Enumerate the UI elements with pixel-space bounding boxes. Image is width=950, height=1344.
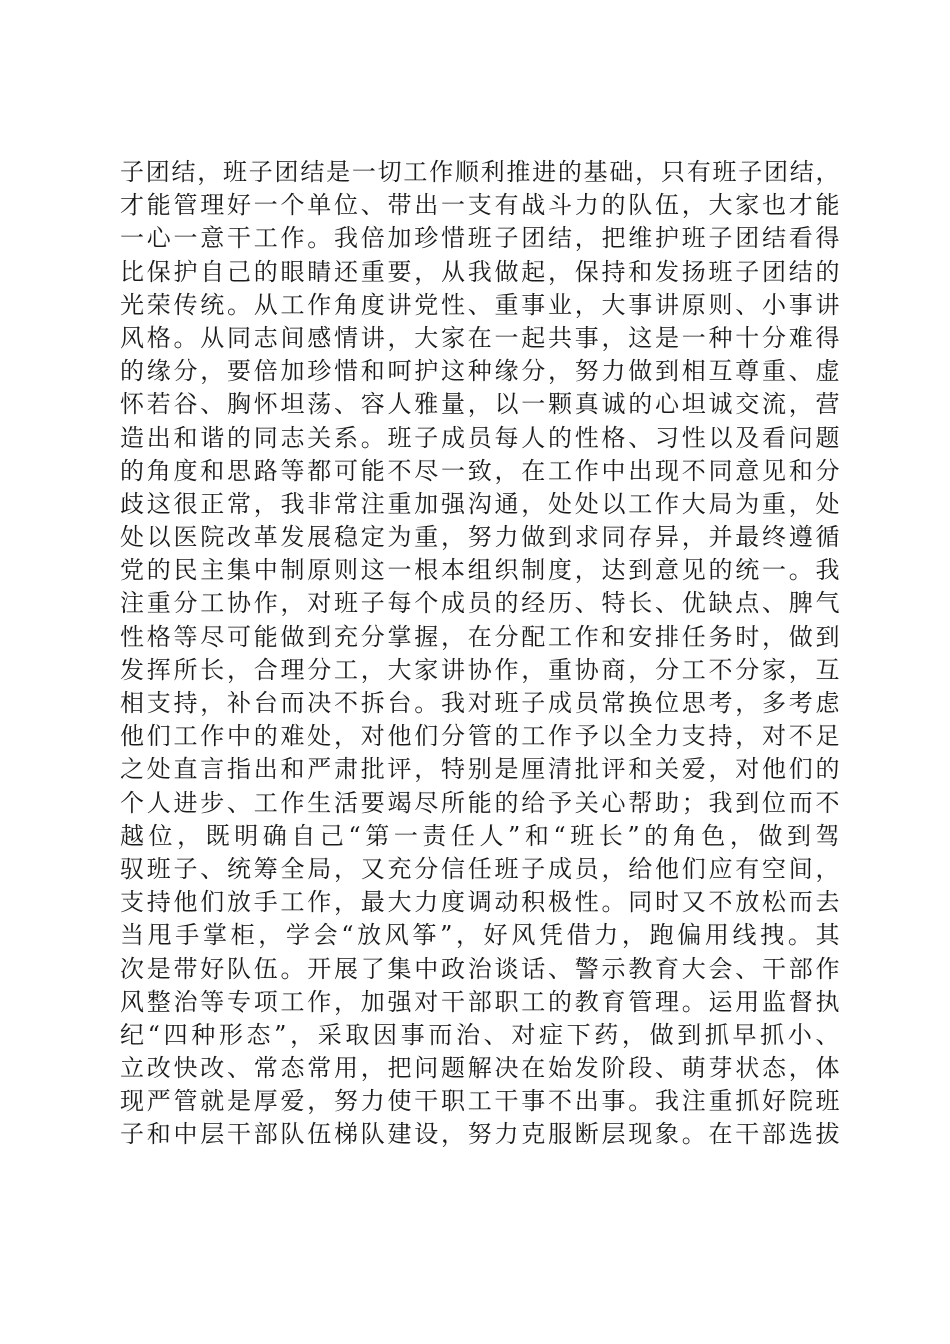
text-line: 个人进步、工作生活要竭尽所能的给予关心帮助；我到位而不 <box>120 788 840 817</box>
text-line: 处以医院改革发展稳定为重，努力做到求同存异，并最终遵循 <box>120 523 840 552</box>
text-line: 的角度和思路等都可能不尽一致，在工作中出现不同意见和分 <box>120 456 840 485</box>
text-line: 的缘分，要倍加珍惜和呵护这种缘分，努力做到相互尊重、虚 <box>120 357 840 386</box>
text-line: 立改快改、常态常用，把问题解决在始发阶段、萌芽状态，体 <box>120 1054 840 1083</box>
text-line: 现严管就是厚爱，努力使干职工干事不出事。我注重抓好院班 <box>120 1087 840 1116</box>
text-line: 他们工作中的难处，对他们分管的工作予以全力支持，对不足 <box>120 722 840 751</box>
text-line: 发挥所长，合理分工，大家讲协作，重协商，分工不分家，互 <box>120 655 840 684</box>
text-line: 风整治等专项工作，加强对干部职工的教育管理。运用监督执 <box>120 987 840 1016</box>
text-line: 党的民主集中制原则这一根本组织制度，达到意见的统一。我 <box>120 556 840 585</box>
text-line: 子团结，班子团结是一切工作顺利推进的基础，只有班子团结， <box>120 158 840 186</box>
text-line: 风格。从同志间感情讲，大家在一起共事，这是一种十分难得 <box>120 323 840 352</box>
text-line: 支持他们放手工作，最大力度调动积极性。同时又不放松而去 <box>120 888 840 917</box>
text-line: 驭班子、统筹全局，又充分信任班子成员，给他们应有空间， <box>120 854 840 883</box>
text-line: 之处直言指出和严肃批评，特别是厘清批评和关爱，对他们的 <box>120 755 840 784</box>
text-line: 次是带好队伍。开展了集中政治谈话、警示教育大会、干部作 <box>120 954 840 983</box>
text-line: 光荣传统。从工作角度讲党性、重事业，大事讲原则、小事讲 <box>120 290 840 319</box>
text-line: 当甩手掌柜，学会“放风筝”，好风凭借力，跑偏用线拽。其 <box>120 921 840 950</box>
body-text <box>120 156 840 1152</box>
text-line: 纪“四种形态”，采取因事而治、对症下药，做到抓早抓小、 <box>120 1020 840 1049</box>
text-line: 才能管理好一个单位、带出一支有战斗力的队伍，大家也才能 <box>120 191 840 220</box>
text-line: 相支持，补台而决不拆台。我对班子成员常换位思考，多考虑 <box>120 689 840 717</box>
text-line: 造出和谐的同志关系。班子成员每人的性格、习性以及看问题 <box>120 423 840 452</box>
text-line: 一心一意干工作。我倍加珍惜班子团结，把维护班子团结看得 <box>120 224 840 253</box>
text-line: 比保护自己的眼睛还重要，从我做起，保持和发扬班子团结的 <box>120 257 840 286</box>
text-line: 性格等尽可能做到充分掌握，在分配工作和安排任务时，做到 <box>120 622 840 651</box>
text-line: 越位，既明确自己“第一责任人”和“班长”的角色，做到驾 <box>120 821 840 850</box>
text-line: 注重分工协作，对班子每个成员的经历、特长、优缺点、脾气 <box>120 589 840 618</box>
text-line: 子和中层干部队伍梯队建设，努力克服断层现象。在干部选拔 <box>120 1120 840 1149</box>
text-line: 歧这很正常，我非常注重加强沟通，处处以工作大局为重，处 <box>120 489 840 518</box>
text-line: 怀若谷、胸怀坦荡、容人雅量，以一颗真诚的心坦诚交流，营 <box>120 390 840 419</box>
